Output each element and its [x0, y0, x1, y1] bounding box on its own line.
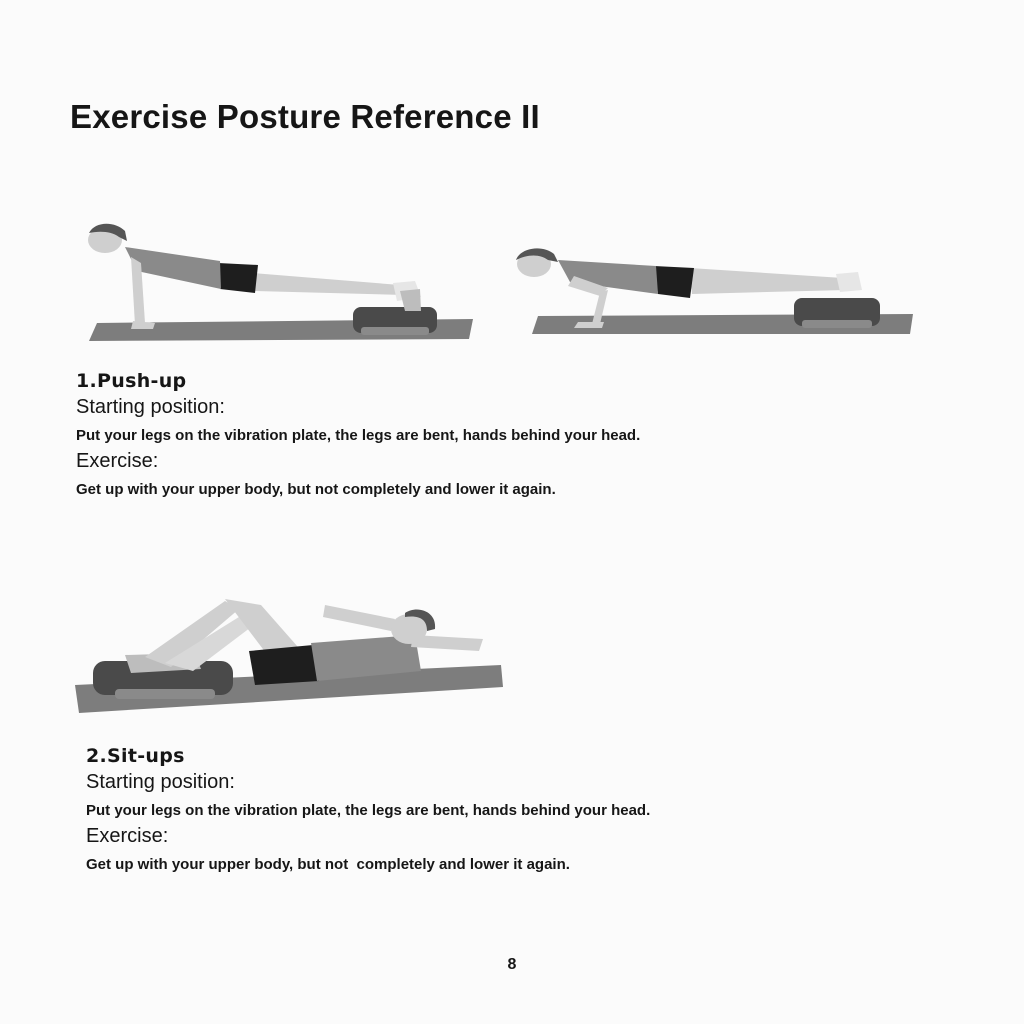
starting-position-text: Put your legs on the vibration plate, the legs are bent, hands behind your head.	[86, 802, 651, 819]
section-heading: 1.Push-up	[76, 370, 187, 392]
exercise-label: Exercise:	[86, 825, 169, 847]
pushup-up-illustration	[75, 215, 485, 345]
starting-position-text: Put your legs on the vibration plate, the legs are bent, hands behind your head.	[76, 427, 641, 444]
section-heading: 2.Sit-ups	[86, 745, 185, 767]
page-number: 8	[507, 956, 517, 973]
page-title: Exercise Posture Reference II	[70, 98, 540, 135]
starting-position-label: Starting position:	[76, 396, 225, 418]
starting-position-label: Starting position:	[86, 771, 235, 793]
exercise-text: Get up with your upper body, but not completely and lower it again.	[86, 856, 570, 873]
section-situps	[86, 745, 650, 879]
pushup-down-illustration	[508, 238, 923, 338]
section-pushup	[76, 370, 640, 504]
exercise-text: Get up with your upper body, but not completely and lower it again.	[76, 481, 556, 498]
exercise-label: Exercise:	[76, 450, 159, 472]
situp-illustration	[75, 585, 505, 725]
